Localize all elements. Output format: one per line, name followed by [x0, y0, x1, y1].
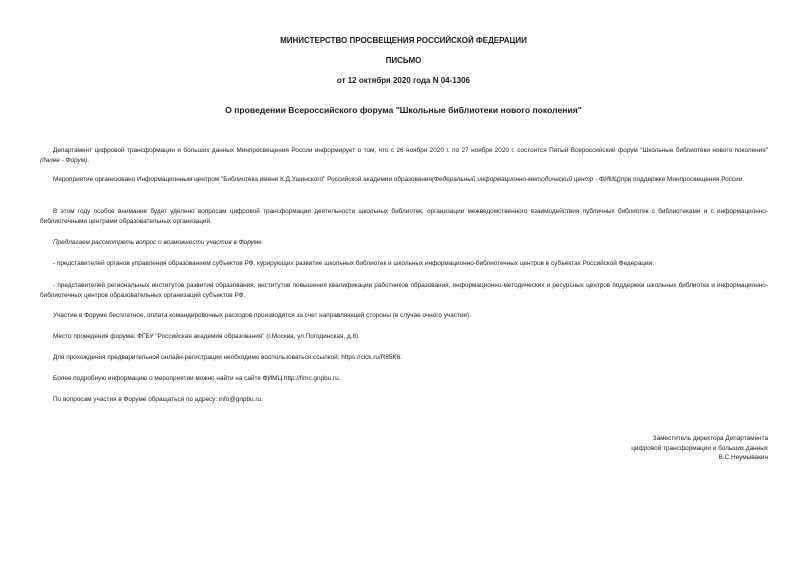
paragraph-announcement [40, 146, 768, 165]
paragraph-announcement-text: Департамент цифровой трансформации и больших данных Минпросвещения России информирует о том, что с 26 ноября 2020 г. по 27 ноября 2020 г. состоится Пятый Всероссийский форум "Школьные библиотеки нового поколения" [53, 147, 768, 154]
paragraph-proposal: Предлагаем рассмотреть вопрос о возможности участия в Форуме: [53, 239, 264, 246]
document-date-number: от 12 октября 2020 года N 04-1306 [336, 76, 471, 85]
paragraph-contact-email: По вопросам участия в Форуме обращаться по адресу: info@gnpbu.ru. [53, 396, 263, 403]
signature-name: В.С.Неумывакин [718, 454, 768, 462]
paragraph-organizer-text: Мероприятие организовано Информационным центром "Библиотека имени К.Д.Ушинского" Российской академии образования [53, 176, 432, 183]
signature-block [631, 434, 768, 463]
ministry-title: МИНИСТЕРСТВО ПРОСВЕЩЕНИЯ РОССИЙСКОЙ ФЕДЕРАЦИИ [280, 36, 527, 45]
signature-position-line2: цифровой трансформации и больших данных [631, 444, 768, 452]
paragraph-organizer [40, 175, 768, 185]
paragraph-venue: Место проведения форума: ФГБУ "Российская академия образования" (г.Москва, ул.Погодинская, д.8). [53, 333, 360, 340]
paragraph-website: Более подробную информацию о мероприятии можно найти на сайте ФИМЦ http://fimc.gnpbu.ru. [53, 375, 341, 382]
paragraph-organizer-italic: (Федеральный информационно-методический центр - ФИМЦ) [431, 176, 621, 183]
paragraph-announcement-end: . [87, 156, 89, 164]
paragraph-registration-link: Для прохождения предварительной онлайн-регистрации необходимо воспользоваться ссылкой: https://clck.ru/R85K6. [53, 354, 403, 361]
document-type: ПИСЬМО [385, 56, 422, 65]
document-subject: О проведении Всероссийского форума "Школьные библиотеки нового поколения" [225, 105, 582, 115]
list-item-regional-institutes: - представителей региональных институтов развития образования, институтов повышения квалификации работников образования, информационно-методических и ресурсных центров поддержки школьных библиотек и информационно-библиотечных центров образовательных организаций субъектов РФ. [40, 282, 768, 299]
list-item-education-authorities: - представителей органов управления образованием субъектов РФ, курирующих развитие школьных библиотек и школьных информационно-библиотечных центров в субъектах Российской Федерации; [53, 260, 654, 267]
paragraph-announcement-italic: (далее - Форум) [40, 156, 88, 164]
paragraph-organizer-end: при поддержке Минпросвещения России. [620, 176, 745, 183]
paragraph-participation-fee: Участие в Форуме бесплатное, оплата командировочных расходов производится за счет направляющей стороны (в случае очного участия). [53, 312, 471, 319]
paragraph-focus: В этом году особое внимание будет уделено вопросам цифровой трансформации деятельности школьных библиотек, организации межведомственного взаимодействия публичных библиотек с библиотеками и с информационно-библиотечными центрами образовательных организаций. [40, 208, 768, 225]
signature-position-line1: Заместитель директора Департамента [652, 435, 768, 442]
